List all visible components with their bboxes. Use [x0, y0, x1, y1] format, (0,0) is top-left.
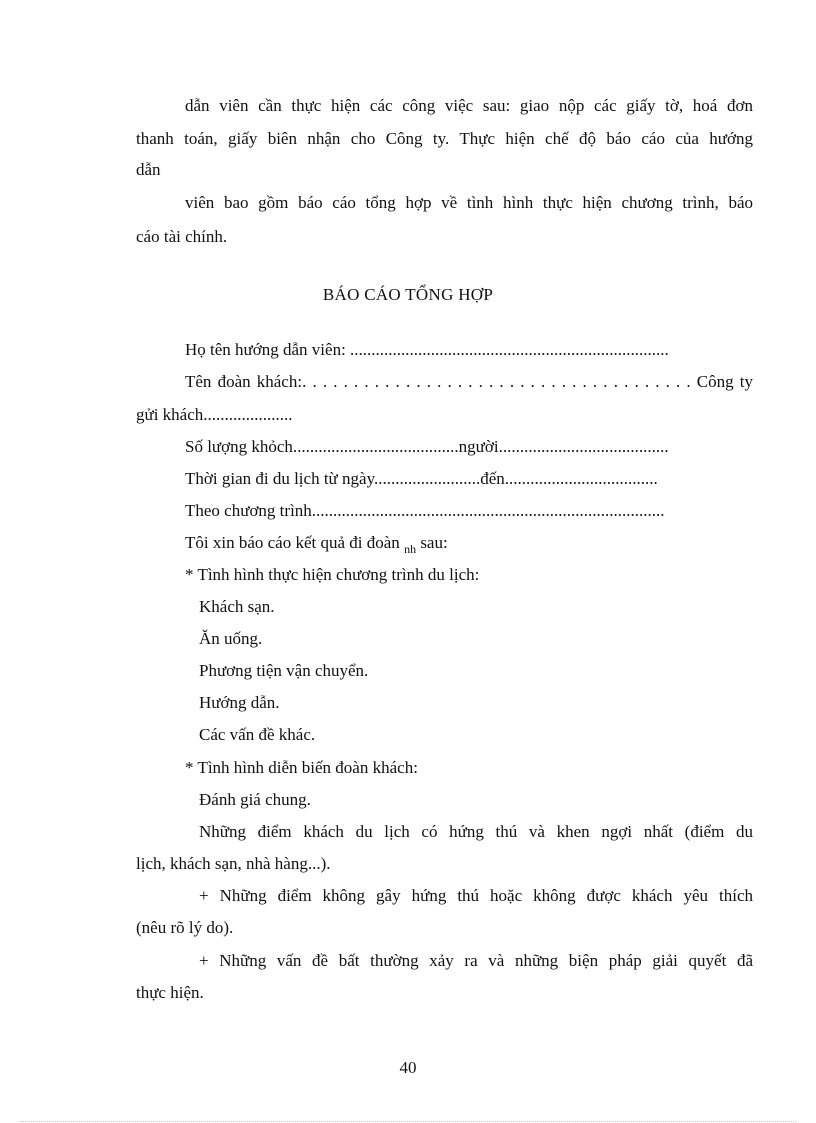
list-item: Khách sạn. — [199, 597, 275, 616]
section-2-title: * Tình hình diễn biến đoàn khách: — [185, 758, 418, 777]
highlight-line: Những điểm khách du lịch có hứng thú và khen ngợi nhất (điểm du — [199, 822, 753, 841]
list-item: Đánh giá chung. — [199, 790, 311, 809]
group-name-field-continued: gửi khách..................... — [136, 405, 293, 424]
list-item: Phương tiện vận chuyển. — [199, 661, 369, 680]
text-line: viên bao gồm báo cáo tổng hợp về tình hình thực hiện chương trình, báo — [185, 193, 753, 212]
issues-line-continued: thực hiện. — [136, 983, 204, 1002]
dislike-line-continued: (nêu rõ lý do). — [136, 918, 234, 937]
report-title: BÁO CÁO TỔNG HỢP — [322, 285, 494, 304]
list-item: Các vấn đề khác. — [199, 725, 316, 744]
text-line: dẫn — [136, 160, 161, 179]
section-1-title: * Tình hình thực hiện chương trình du lịch: — [185, 565, 480, 584]
text-line: dẫn viên cần thực hiện các công việc sau: giao nộp các giấy tờ, hoá đơn — [185, 96, 753, 115]
issues-line: + Những vấn đề bất thường xảy ra và những biện pháp giải quyết đã — [199, 951, 753, 970]
footer-divider — [20, 1121, 796, 1122]
highlight-line-continued: lịch, khách sạn, nhà hàng...). — [136, 854, 331, 873]
result-intro — [185, 531, 753, 555]
result-intro-subscript: nh — [404, 542, 417, 555]
guest-count-field: Số lượng khỏch.......................................người........................................ — [185, 437, 669, 456]
result-intro-text-end: sau: — [416, 533, 448, 552]
page-number: 40 — [399, 1058, 417, 1077]
list-item: Ăn uống. — [199, 629, 263, 648]
list-item: Hướng dẫn. — [199, 693, 280, 712]
travel-time-field: Thời gian đi du lịch từ ngày.........................đến.................................... — [185, 469, 658, 488]
result-intro-text: Tôi xin báo cáo kết quả đi đoàn — [185, 533, 400, 552]
dislike-line: + Những điểm không gây hứng thú hoặc không được khách yêu thích — [199, 886, 753, 905]
text-line: thanh toán, giấy biên nhận cho Công ty. Thực hiện chế độ báo cáo của hướng — [136, 129, 753, 148]
group-name-field: Tên đoàn khách:. . . . . . . . . . . . . . . . . . . . . . . . . . . . . . . . . . . . . . Công ty — [185, 372, 753, 391]
text-line: cáo tài chính. — [136, 227, 228, 246]
guide-name-field: Họ tên hướng dẫn viên: ........................................................................... — [185, 340, 669, 359]
program-field: Theo chương trình................................................................................... — [185, 501, 665, 520]
